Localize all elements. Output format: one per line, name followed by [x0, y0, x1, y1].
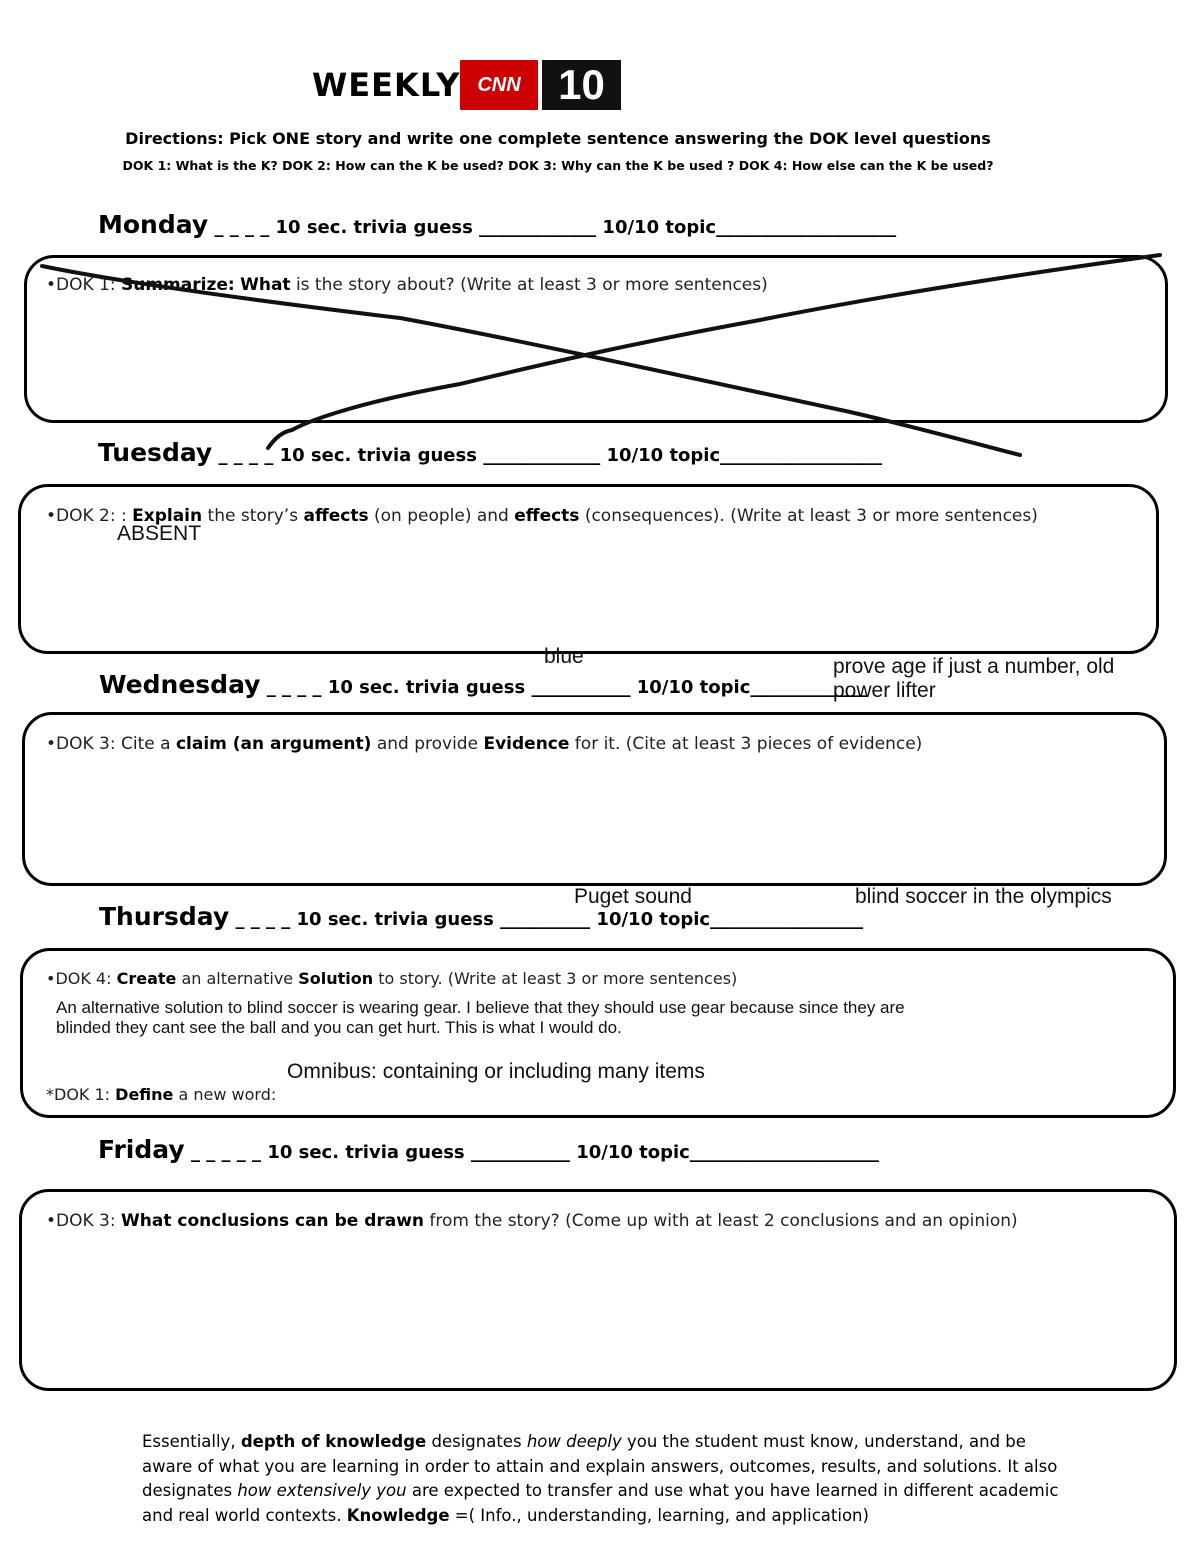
- topic-label: 10/10 topic: [606, 445, 721, 466]
- wednesday-topic-answer-line-1: prove age if just a number, old: [833, 655, 1115, 678]
- check-blank[interactable]: _ _ _ _: [235, 909, 291, 930]
- answer-line-1: An alternative solution to blind soccer is wearing gear. I believe that they should use gear because since they are: [56, 998, 905, 1017]
- topic-label: 10/10 topic: [602, 217, 717, 238]
- check-blank[interactable]: _ _ _ _: [266, 677, 322, 698]
- define-answer: Omnibus: containing or including many items: [287, 1060, 705, 1083]
- topic-label: 10/10 topic: [636, 677, 751, 698]
- prompt-define-word: *DOK 1: Define a new word:: [46, 1085, 277, 1104]
- day-name-friday: Friday: [98, 1135, 185, 1164]
- check-blank[interactable]: _ _ _ _: [218, 445, 274, 466]
- prompt-dok2: •DOK 2: : Explain the story’s affects (on people) and effects (consequences). (Write at least 3 or more sentences): [46, 506, 1038, 526]
- trivia-label: 10 sec. trivia guess: [275, 217, 473, 238]
- answer-absent: ABSENT: [117, 522, 202, 545]
- cross-out-stroke-2: [268, 255, 1160, 448]
- topic-blank[interactable]: _________________: [710, 909, 864, 930]
- trivia-blank[interactable]: __________: [500, 909, 591, 930]
- topic-blank[interactable]: __________________: [720, 445, 883, 466]
- day-name-thursday: Thursday: [99, 902, 230, 931]
- topic-label: 10/10 topic: [596, 909, 711, 930]
- trivia-blank[interactable]: ___________: [531, 677, 631, 698]
- topic-label: 10/10 topic: [576, 1142, 690, 1163]
- prompt-dok3-conclusions: •DOK 3: What conclusions can be drawn from the story? (Come up with at least 2 conclusions and an opinion): [46, 1211, 1018, 1231]
- topic-blank[interactable]: _____________: [750, 677, 868, 698]
- thursday-topic-answer: blind soccer in the olympics: [855, 885, 1112, 908]
- prompt-dok4: •DOK 4: Create an alternative Solution to story. (Write at least 3 or more sentences): [46, 969, 738, 988]
- footer-paragraph: Essentially, depth of knowledge designates how deeply you the student must know, understand, and be aware of what you are learning in order to attain and explain answers, outcomes, results, and solutions. It also designates how extensively you are expected to transfer and use what you have learned in different academic and real world contexts. Knowledge =( Info., understanding, learning, and application): [142, 1432, 1059, 1525]
- topic-blank[interactable]: ____________________: [716, 217, 897, 238]
- trivia-label: 10 sec. trivia guess: [267, 1142, 465, 1163]
- trivia-blank[interactable]: _____________: [483, 445, 601, 466]
- trivia-blank[interactable]: ___________: [470, 1142, 570, 1163]
- directions-text: Directions: Pick ONE story and write one complete sentence answering the DOK level questions: [125, 129, 991, 148]
- trivia-label: 10 sec. trivia guess: [327, 677, 526, 698]
- topic-blank[interactable]: _____________________: [689, 1142, 879, 1163]
- prompt-dok1: •DOK 1: Summarize: What is the story about? (Write at least 3 or more sentences): [46, 275, 768, 295]
- day-name-monday: Monday: [98, 210, 209, 239]
- cross-out-stroke-1: [42, 266, 1020, 455]
- thursday-trivia-answer: Puget sound: [574, 885, 692, 908]
- trivia-blank[interactable]: _____________: [479, 217, 597, 238]
- cnn-logo: CNN: [460, 60, 538, 110]
- prompt-dok3-claim: •DOK 3: Cite a claim (an argument) and provide Evidence for it. (Cite at least 3 pieces of evidence): [46, 734, 923, 754]
- trivia-label: 10 sec. trivia guess: [296, 909, 494, 930]
- wednesday-topic-answer-line-2: power lifter: [833, 679, 936, 702]
- ten-logo: 10: [542, 60, 621, 110]
- weekly-title: WEEKLY: [312, 66, 461, 104]
- check-blank[interactable]: _ _ _ _: [214, 217, 270, 238]
- answer-line-2: blinded they cant see the ball and you can get hurt. This is what I would do.: [56, 1018, 622, 1037]
- trivia-label: 10 sec. trivia guess: [279, 445, 477, 466]
- day-name-tuesday: Tuesday: [98, 438, 213, 467]
- wednesday-trivia-answer: blue: [544, 645, 584, 668]
- dok-levels-text: DOK 1: What is the K? DOK 2: How can the K be used? DOK 3: Why can the K be used ? DOK 4: How else can the K be used?: [122, 158, 994, 173]
- day-name-wednesday: Wednesday: [99, 670, 261, 699]
- check-blank[interactable]: _ _ _ _ _: [190, 1142, 262, 1163]
